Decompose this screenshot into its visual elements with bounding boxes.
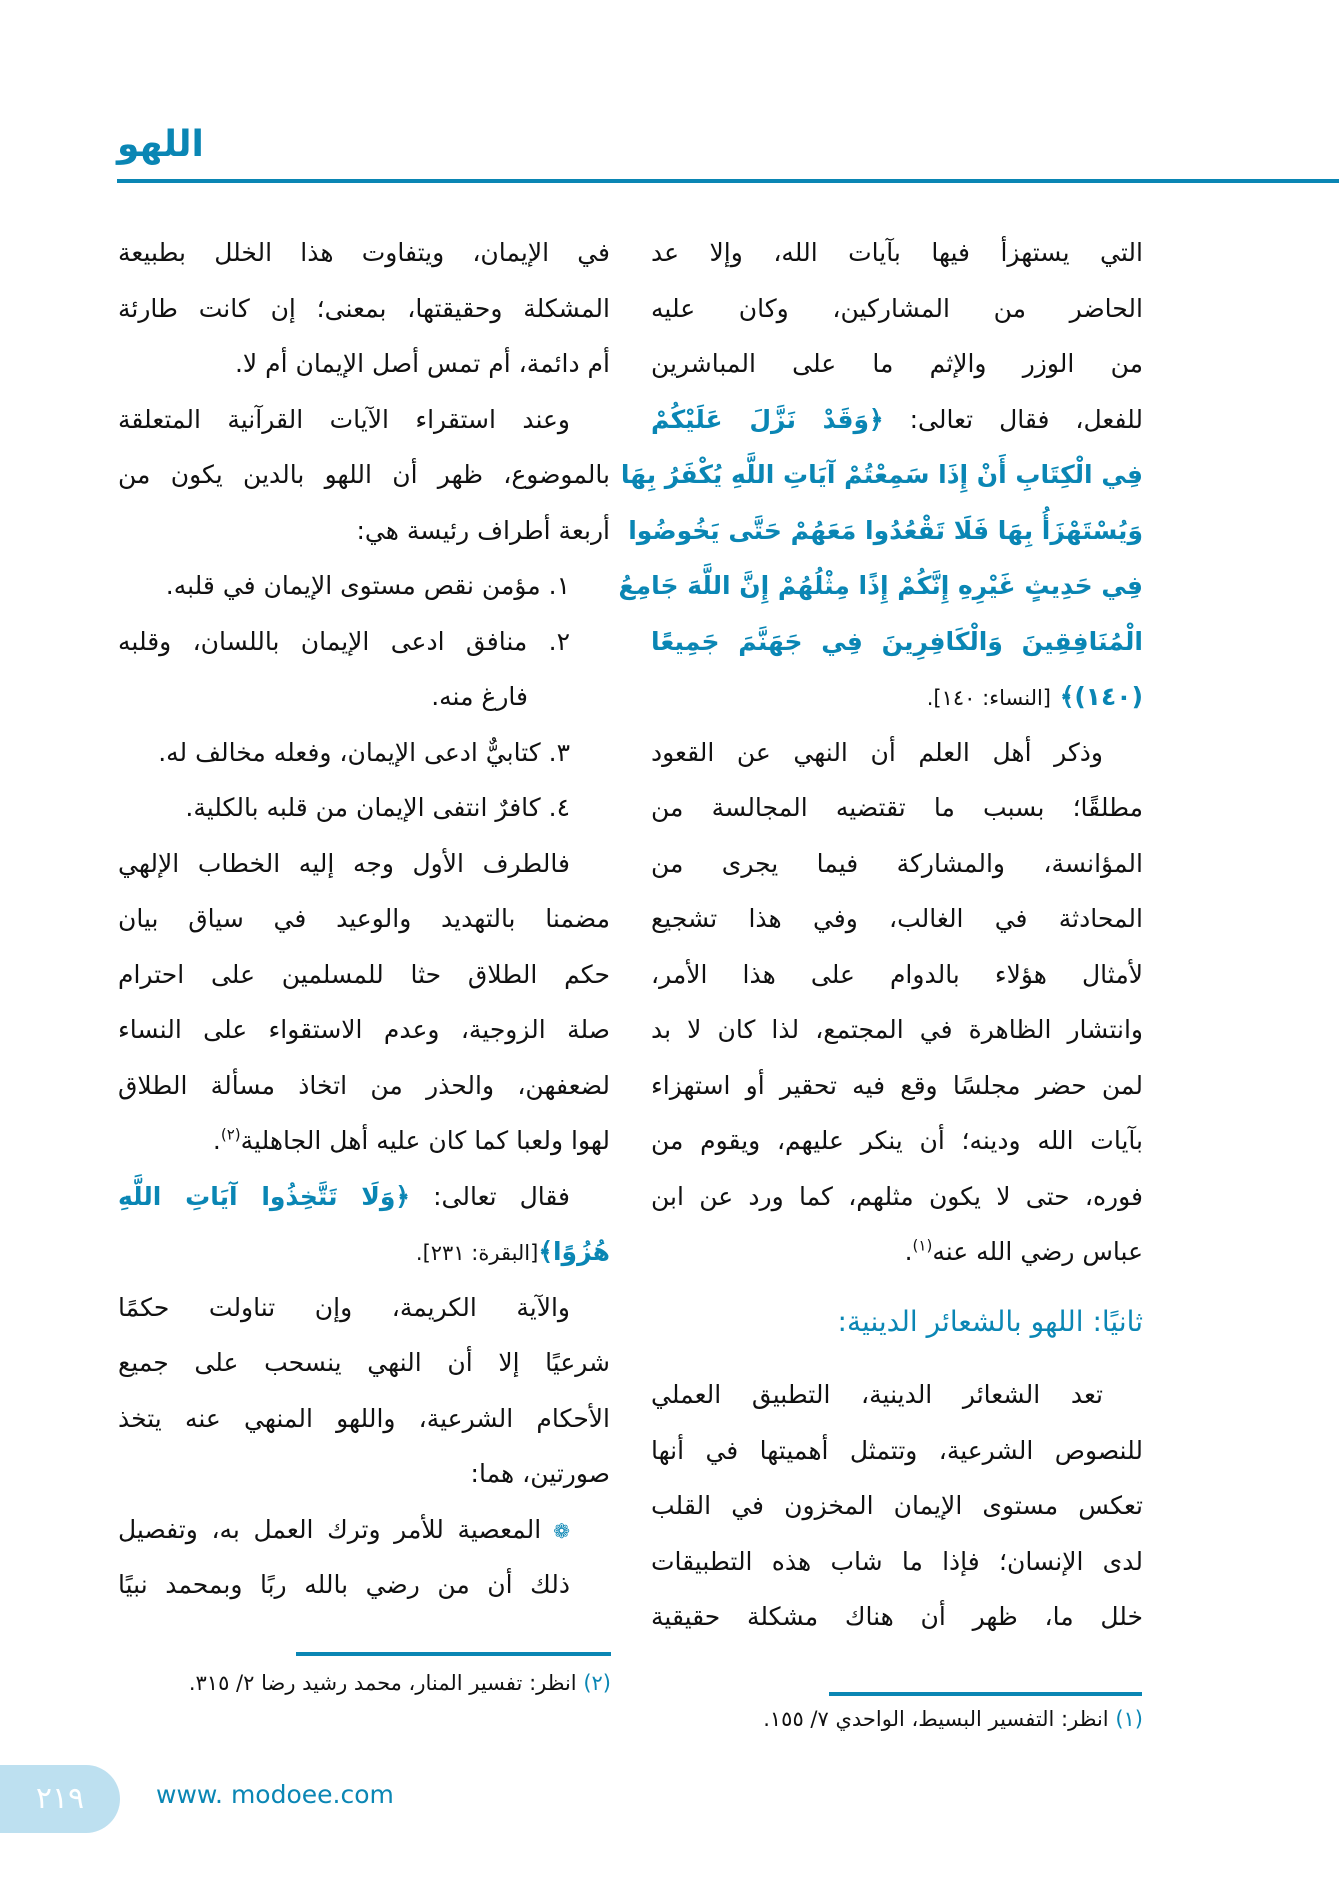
- text-line: [118, 281, 610, 337]
- text-line: [618, 558, 1143, 614]
- text-line: [118, 336, 610, 392]
- text-line: [118, 669, 610, 725]
- text: .: [904, 1237, 913, 1266]
- text: وانتشار الظاهرة في المجتمع، لذا كان لا بد: [651, 1015, 1143, 1044]
- quran-verse: فِي الْكِتَابِ أَنْ إِذَا سَمِعْتُمْ آيَاتِ اللَّهِ يُكْفَرُ بِهَا: [620, 460, 1143, 489]
- text-line: [651, 225, 1143, 281]
- text-line: [118, 503, 610, 559]
- text-line: [118, 1169, 610, 1225]
- left-column: [118, 225, 610, 1613]
- text: ١. مؤمن نقص مستوى الإيمان في قلبه.: [165, 571, 570, 600]
- text: ٤. كافرٌ انتفى الإيمان من قلبه بالكلية.: [185, 793, 570, 822]
- text-line: [651, 1589, 1143, 1645]
- right-column-bottom: [651, 1367, 1143, 1645]
- text: حكم الطلاق حثا للمسلمين على احترام: [118, 959, 610, 989]
- website-link[interactable]: www. modoee.com: [156, 1780, 394, 1809]
- text-line: [620, 447, 1143, 503]
- page-number: ٢١٩: [0, 1765, 120, 1833]
- footnote-rule-right: [829, 1692, 1142, 1696]
- quran-verse: (١٤٠)﴾: [1051, 682, 1143, 711]
- text: خلل ما، ظهر أن هناك مشكلة حقيقية: [651, 1602, 1143, 1631]
- quran-verse: وَيُسْتَهْزَأُ بِهَا فَلَا تَقْعُدُوا مَعَهُمْ حَتَّى يَخُوضُوا: [628, 515, 1143, 545]
- footnote-2: [118, 1664, 611, 1702]
- text: ٢. منافق ادعى الإيمان باللسان، وقلبه: [118, 626, 570, 656]
- text: المشكلة وحقيقتها، بمعنى؛ إن كانت طارئة: [118, 293, 610, 323]
- right-column-top: [618, 225, 1143, 1280]
- text-line: [118, 558, 610, 614]
- text: والآية الكريمة، وإن تناولت حكمًا: [118, 1292, 570, 1322]
- text-line: [651, 1113, 1143, 1169]
- text: للفعل، فقال تعالى:: [883, 404, 1143, 434]
- text: تعد الشعائر الدينية، التطبيق العملي: [651, 1380, 1103, 1409]
- text: من الوزر والإثم ما على المباشرين: [651, 349, 1143, 378]
- text: وعند استقراء الآيات القرآنية المتعلقة: [118, 404, 570, 434]
- text: مضمنا بالتهديد والوعيد في سياق بيان: [118, 904, 610, 933]
- flower-bullet-icon: ❁: [541, 1518, 570, 1543]
- text: بالموضوع، ظهر أن اللهو بالدين يكون من: [118, 460, 610, 489]
- text-line: [118, 614, 610, 670]
- text-line: [118, 1335, 610, 1391]
- text: لضعفهن، والحذر من اتخاذ مسألة الطلاق: [118, 1070, 610, 1100]
- text-line: [118, 780, 610, 836]
- text: عباس رضي الله عنه: [932, 1237, 1143, 1266]
- text-line: [651, 780, 1143, 836]
- text-line: [118, 1391, 610, 1447]
- text: فقال تعالى:: [410, 1181, 570, 1211]
- section-heading: ثانيًا: اللهو بالشعائر الدينية:: [837, 1305, 1143, 1338]
- text: تعكس مستوى الإيمان المخزون في القلب: [651, 1491, 1143, 1520]
- text-line: [628, 503, 1143, 559]
- text: فوره، حتى لا يكون مثلهم، كما ورد عن ابن: [651, 1181, 1143, 1211]
- text: المحادثة في الغالب، وفي هذا تشجيع: [651, 904, 1143, 933]
- quran-verse: ﴿وَقَدْ نَزَّلَ عَلَيْكُمْ: [651, 404, 884, 434]
- text: ذلك أن من رضي بالله ربًا وبمحمد نبيًا: [118, 1570, 570, 1599]
- footnote-number: (١): [1115, 1707, 1143, 1731]
- text-line: [651, 1002, 1143, 1058]
- text-line: [118, 1224, 610, 1280]
- footnote-rule-left: [296, 1652, 611, 1656]
- text-line: [118, 836, 610, 892]
- text: لدى الإنسان؛ فإذا ما شاب هذه التطبيقات: [651, 1546, 1143, 1576]
- footnote-number: (٢): [583, 1671, 611, 1695]
- text: التي يستهزأ فيها بآيات الله، وإلا عد: [651, 238, 1143, 267]
- quran-verse: ﴿وَلَا تَتَّخِذُوا آيَاتِ اللَّهِ: [118, 1181, 411, 1211]
- verse-reference: [النساء: ١٤٠].: [926, 686, 1051, 710]
- text-line: [118, 947, 610, 1003]
- text-line: [651, 947, 1143, 1003]
- text-line: [651, 725, 1143, 781]
- footnote-ref: (٢): [220, 1125, 241, 1144]
- text: صلة الزوجية، وعدم الاستقواء على النساء: [118, 1015, 610, 1044]
- text: الأحكام الشرعية، واللهو المنهي عنه يتخذ: [118, 1403, 610, 1433]
- text: المؤانسة، والمشاركة فيما يجرى من: [651, 848, 1143, 878]
- text: فالطرف الأول وجه إليه الخطاب الإلهي: [118, 848, 570, 878]
- text: فارغ منه.: [431, 682, 528, 711]
- quran-verse: هُزُوًا﴾: [538, 1237, 610, 1266]
- text-line: [118, 725, 610, 781]
- text: في الإيمان، ويتفاوت هذا الخلل بطبيعة: [118, 238, 610, 267]
- text: صورتين، هما:: [470, 1459, 610, 1488]
- text-line: [651, 392, 1143, 448]
- text-line: [651, 1058, 1143, 1114]
- text: للنصوص الشرعية، وتتمثل أهميتها في أنها: [651, 1435, 1143, 1465]
- text-line: [118, 1446, 610, 1502]
- quran-verse: فِي حَدِيثٍ غَيْرِهِ إِنَّكُمْ إِذًا مِثْلُهُمْ إِنَّ اللَّهَ جَامِعُ: [618, 571, 1143, 600]
- chapter-title: اللهو: [117, 124, 204, 165]
- text-line: [651, 1423, 1143, 1479]
- text-line: [651, 1367, 1143, 1423]
- text: بآيات الله ودينه؛ أن ينكر عليهم، ويقوم من: [651, 1126, 1143, 1155]
- text-line: [651, 1534, 1143, 1590]
- text-line: [651, 669, 1143, 725]
- text-line: [118, 1113, 610, 1169]
- verse-reference: [البقرة: ٢٣١].: [415, 1241, 539, 1265]
- text-line: [118, 392, 610, 448]
- text-line: [651, 1478, 1143, 1534]
- text-line: [651, 614, 1143, 670]
- text-line: [118, 1557, 610, 1613]
- text-line: [118, 891, 610, 947]
- text: أربعة أطراف رئيسة هي:: [356, 515, 610, 545]
- text: وذكر أهل العلم أن النهي عن القعود: [651, 737, 1103, 767]
- footnote-text: انظر: التفسير البسيط، الواحدي ٧/ ١٥٥.: [763, 1707, 1116, 1731]
- quran-verse: الْمُنَافِقِينَ وَالْكَافِرِينَ فِي جَهَنَّمَ جَمِيعًا: [651, 626, 1143, 656]
- text-line: [651, 891, 1143, 947]
- footnote-text: انظر: تفسير المنار، محمد رشيد رضا ٢/ ٣١٥.: [188, 1671, 584, 1695]
- text-line: [118, 1002, 610, 1058]
- text: لهوا ولعبا كما كان عليه أهل الجاهلية: [240, 1126, 610, 1155]
- text-line: [118, 1058, 610, 1114]
- header-rule: [117, 179, 1339, 183]
- text: المعصية للأمر وترك العمل به، وتفصيل: [118, 1514, 542, 1544]
- text: لأمثال هؤلاء بالدوام على هذا الأمر،: [651, 959, 1143, 989]
- text: ٣. كتابيٌّ ادعى الإيمان، وفعله مخالف له.: [158, 737, 570, 767]
- text-line: [651, 1224, 1143, 1280]
- text-line: [118, 1502, 610, 1558]
- text-line: [118, 447, 610, 503]
- text: .: [212, 1126, 221, 1155]
- text-line: [118, 225, 610, 281]
- text-line: [118, 1280, 610, 1336]
- text: الحاضر من المشاركين، وكان عليه: [651, 293, 1143, 323]
- text-line: [651, 281, 1143, 337]
- footnote-ref: (١): [912, 1236, 933, 1255]
- text: لمن حضر مجلسًا وقع فيه تحقير أو استهزاء: [651, 1070, 1143, 1100]
- text: شرعيًا إلا أن النهي ينسحب على جميع: [118, 1348, 610, 1377]
- text-line: [651, 336, 1143, 392]
- text: مطلقًا؛ بسبب ما تقتضيه المجالسة من: [651, 793, 1143, 822]
- text-line: [651, 836, 1143, 892]
- text: أم دائمة، أم تمس أصل الإيمان أم لا.: [234, 349, 610, 378]
- footnote-1: [651, 1700, 1143, 1738]
- text-line: [651, 1169, 1143, 1225]
